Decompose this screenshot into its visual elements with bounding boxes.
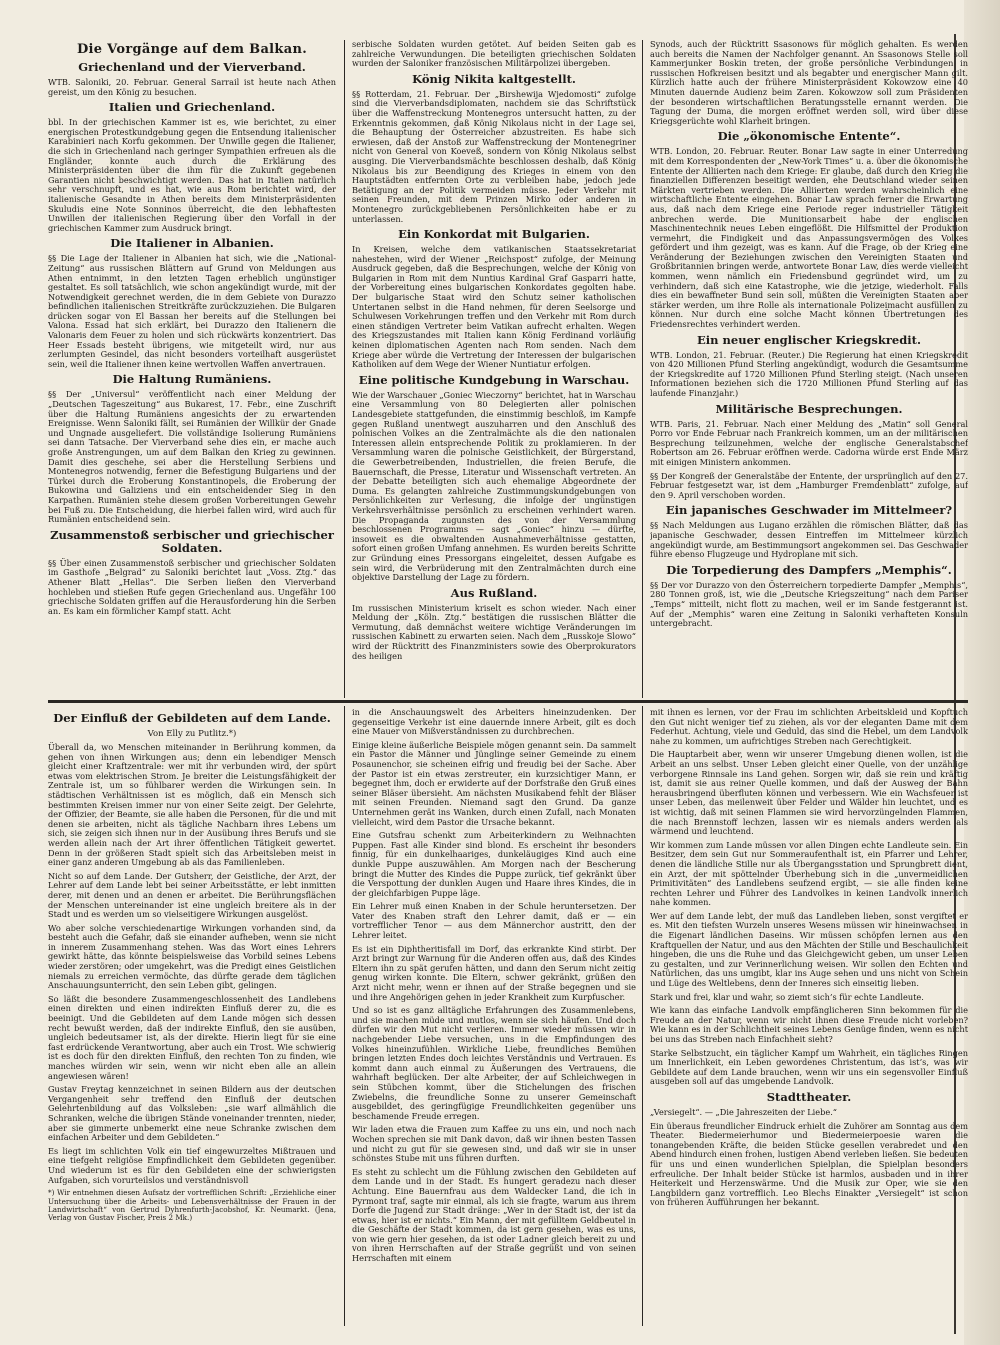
lower-column-2 <box>352 708 636 1328</box>
column-rule <box>642 706 643 1326</box>
feature-byline: Von Elly zu Putlitz.*) <box>147 729 237 739</box>
article-paragraph: In Kreisen, welche dem vatikanischen Staatssekretariat nahestehen, wird der Wiener „Reichspost“ zufolge, der Meinung Ausdruck gegeben, daß die Besprechungen, welche der König von Bulgarien in Rom mit dem Nuntius Kardinal Graf Gasparri hatte, der Vorbereitung eines bulgarischen Konkordates gegolten habe. Der bulgarische Staat wird den Schutz seiner katholischen Untertanen selbst in die Hand nehmen, für deren Seelsorge und Schulwesen Vorkehrungen treffen und den Verkehr mit Rom durch einen ständigen Vertreter beim Vatikan aufrecht erhalten. Wegen des Kriegszustandes mit Italien kann König Ferdinand vorläufig keinen diplomatischen Agenten nach Rom senden. Nach dem Kriege aber würde die Vertretung der Interessen der bulgarischen Katholiken auf dem Wege der Wiener Nuntiatur erfolgen. <box>352 244 636 370</box>
article-paragraph: Wo aber solche verschiedenartige Wirkungen vorhanden sind, da besteht auch die Gefahr, daß sie einander aufheben, wenn sie nicht in innerem Zusammenhang stehen. Was das Wort eines Lehrers gewirkt hätte, das könnte beispielsweise das Vorbild seines Lebens wieder zerstören; oder umgekehrt, was die Predigt eines Geistlichen niemals zu erreichen vermöchte, das dürfte gerade dem täglichen Anschauungsunterricht, den sein Leben gibt, gelingen. <box>48 922 336 991</box>
article-paragraph: serbische Soldaten wurden getötet. Auf beiden Seiten gab es zahlreiche Verwundungen. Die beteiligten griechischen Soldaten wurden der Saloniker französischen Militärpolizei übergeben. <box>352 40 636 69</box>
article-paragraph: §§ Der Kongreß der Generalstäbe der Entente, der ursprünglich auf den 27. Februar festgesetzt war, ist dem „Hamburger Fremdenblatt“ zufolge, auf den 9. April verschoben worden. <box>650 470 968 500</box>
article-paragraph: Wir laden etwa die Frauen zum Kaffee zu uns ein, und noch nach Wochen sprechen sie mit Dank davon, daß wir ihnen besten Tassen und nicht zu gut für sie gewesen sind, und daß wir sie in unser schönstes Stube mit uns führen durften. <box>352 1124 636 1164</box>
article-headline: König Nikita kaltgestellt. <box>412 71 576 86</box>
article-paragraph: in die Anschauungswelt des Arbeiters hineinzudenken. Der gegenseitige Verkehr ist eine dauernde innere Arbeit, gilt es doch eine Mauer von Mißverständnissen zu durchbrechen. <box>352 708 636 737</box>
article-paragraph: Starke Selbstzucht, ein täglicher Kampf um Wahrheit, ein tägliches Ringen um Innerlichkeit, ein Leben gewordenes Christentum, das ist’s, was wir Gebildete auf dem Lande brauchen, wenn wir uns ein segensvoller Einfluß ausgeben soll auf das umgebende Landvolk. <box>650 1047 968 1087</box>
article-headline: Aus Rußland. <box>450 585 538 600</box>
article-paragraph: Wir kommen zum Lande müssen vor allen Dingen echte Landleute sein. Ein Besitzer, dem sein Gut nur Sommeraufenthalt ist, ein Pfarrer und Lehrer, denen die ländliche Stille nur als Übergangsstation und Sprungbrett dient, ein Arzt, der mit spöttelnder Überhebung sich in die „unvermeidlichen Primitivitäten“ des Landlebens seufzend ergibt, — sie alle finden keine rechten Lehrer und Führer des Landvolkes in keinen Landvolk innerlich nahe kommen. <box>650 839 968 908</box>
article-headline: Griechenland und der Vierverband. <box>78 60 306 74</box>
lower-column-3 <box>650 708 968 1328</box>
article-headline: Ein neuer englischer Kriegskredit. <box>697 332 921 347</box>
column-rule <box>344 706 345 1326</box>
article-paragraph: §§ Die Lage der Italiener in Albanien hat sich, wie die „National-Zeitung“ aus russischen Blättern auf Grund von Meldungen aus Athen entnimmt, in den letzten Tagen erheblich ungünstiger gestaltet. Es soll tatsächlich, wie schon angekündigt wurde, mit der Notwendigkeit gerechnet werden, die in dem Gebiete von Durazzo befindlichen italienischen Streitkräfte zurückzuziehen. Die Bulgaren drücken sogar von El Bassan her bereits auf die Stellungen bei Valona. Essad hat sich erklärt, bei Durazzo den Italienern die Valonaris dem Feuer zu holen und sich rückwärts konzentriert. Das Heer Essads besteht übrigens, wie mitgeteilt wird, nur aus zerlumpten Gesindel, das nicht besonders vorteilhaft ausgerüstet sein, weil die Italiener ihnen keine wertvollen Waffen anvertrauen. <box>48 253 336 369</box>
article-headline: Die „ökonomische Entente“. <box>717 129 901 144</box>
section-headline: Die Vorgänge auf dem Balkan. <box>76 42 308 57</box>
article-headline: Die Italiener in Albanien. <box>110 236 274 251</box>
article-paragraph: Wie kann das einfache Landvolk empfänglicheren Sinn bekommen für die Freude an der Natur, wenn wir nicht ihnen diese Freude nicht vorleben? Wie kann es in der Schlichtheit seines Lebens Genüge finden, wenn es nicht bei uns das Streben nach Einfachheit sieht? <box>650 1005 968 1044</box>
article-paragraph: Stark und frei, klar und wahr, so ziemt sich’s für echte Landleute. <box>650 991 924 1002</box>
article-paragraph: WTB. London, 21. Februar. (Reuter.) Die Regierung hat einen Kriegskredit von 420 Millionen Pfund Sterling angekündigt, wodurch die Gesamtsumme der Kriegskredite auf 1720 Millionen Pfund Sterling steigt. (Nach unseren Informationen beziehen sich die 1720 Millionen Pfund Sterling auf das laufende Finanzjahr.) <box>650 349 968 398</box>
article-paragraph: §§ Über einen Zusammenstoß serbischer und griechischer Soldaten im Gasthofe „Belgrad“ zu Saloniki berichtet laut „Voss. Ztg.“ das Athener Blatt „Hellas“. Die Serben ließen den Vierverband hochleben und stießen Rufe gegen Griechenland aus. Ungefähr 100 griechische Soldaten griffen auf die Herausforderung hin die Serben an. Es kam ein förmlicher Kampf statt. Acht <box>48 557 336 616</box>
article-paragraph: So läßt die besondere Zusammengeschlossenheit des Landlebens einen direkten und einen indirekten Einfluß derer zu, die es beeinigt. Und die Gebildeten auf dem Lande mögen sich dessen recht bewußt werden, daß der indirekte Einfluß, den sie ausüben, ungleich bedeutsamer ist, als der direkte. Hierin liegt für sie eine fast erdrückende Verantwortung, aber auch ein Trost. Wie schwierig ist es doch für den direkten Einfluß, den rechten Ton zu finden, wie manches würden wir sein, wenn wir nicht eben alle an allein angewiesen wären! <box>48 993 336 1081</box>
article-headline: Italien und Griechenland. <box>108 100 276 115</box>
article-paragraph: Es steht zu schlecht um die Fühlung zwischen den Gebildeten auf dem Lande und in der Stadt. Es hungert geradezu nach dieser Achtung. Eine Bauernfrau aus dem Waldecker Land, die ich in Pyrmont traf, sagte mir einmal, als ich sie fragte, warum aus ihrem Dorfe die Jugend zur Stadt dränge: „Wer in der Stadt ist, der ist da etwas, hier ist er nichts.“ Ein Mann, der mit gefülltem Geldbeutel in die Geschäfte der Stadt kommen, da ist gern gesehen, was es uns, von wie gern hier gesehen, da ist oder Ladner gleich bereit zu und von ihren Herrschaften auf der Straße gegrüßt und von seinen Herrschaften mit einem <box>352 1166 636 1264</box>
article-paragraph: Ein Lehrer muß einen Knaben in der Schule heruntersetzen. Der Vater des Knaben straft den Lehrer damit, daß er — ein vortrefflicher Tenor — aus dem Männerchor austritt, den der Lehrer leitet. <box>352 901 636 941</box>
upper-column-1 <box>48 40 336 696</box>
article-paragraph: Die Hauptarbeit aber, wenn wir unserer Umgebung dienen wollen, ist die Arbeit an uns selbst. Unser Leben gleicht einer Quelle, von der unzählige verborgene Rinnsale ins Land gehen. Sorgen wir, daß sie rein und kräftig ist, damit sie aus reiner Quelle kommen, und daß der Ausweg der Bahn herausbringend überfluten können und verbessern. Wie ein Wachsfeuer ist unser Leben, das meilenweit über Felder und Wälder hin leuchtet, und es ist wichtig, daß mit seinen Flammen sie wird hervorzüngelnden Flammen, die nach Brennstoff lechzen, lassen wir es niemals anders werden als wärmend und leuchtend. <box>650 749 968 837</box>
article-paragraph: Wie der Warschauer „Goniec Wieczorny“ berichtet, hat in Warschau eine Versammlung von 80 Delegierten aller polnischen Landesgebiete stattgefunden, die einstimmig beschloß, im Kampfe gegen Rußland unentwegt auszuharren und den Anschluß des polnischen Volkes an die Zentralmächte als die den nationalen Interessen allein entsprechende Politik zu proklamieren. In der Versammlung waren die polnische Geistlichkeit, der Bürgerstand, die Gewerbetreibenden, Industriellen, die freien Berufe, die Bauernschaft, die Presse, Literatur und Wissenschaft vertreten. An der Debatte beteiligten sich auch ehemalige Abgeordnete der Duma. Es gelangten zahlreiche Zustimmungskundgebungen von Persönlichkeiten zur Verlesung, die infolge der ungünstigen Verkehrsverhältnisse persönlich zu erscheinen verhindert waren. Die Propaganda zugunsten des von der Versammlung beschlossenen Programms — sagt „Goniec“ hinzu — dürfte, insoweit es die obwaltenden Ausnahmeverhältnisse gestatten, sofort einen großen Umfang annehmen. Es wurden bereits Schritte zur Gründung eines Pressorgans eingeleitet, dessen Aufgabe es sein wird, die Verbrüderung mit den Zentralmächten durch eine objektive Darstellung der Lage zu fördern. <box>352 389 636 583</box>
upper-column-3 <box>650 40 968 696</box>
newspaper-page <box>48 40 968 1330</box>
article-headline: Eine politische Kundgebung in Warschau. <box>358 372 630 387</box>
article-paragraph: Und so ist es ganz alltägliche Erfahrungen des Zusammenlebens, und sie machen müde und mutlos, wenn sie sich häufen. Und doch dürfen wir den Mut nicht verlieren. Immer wieder müssen wir in nachgebender Liebe versuchen, uns in die Empfindungen des Volkes hineinzufühlen. Wirkliche Liebe, freundliches Bemühen bringen letzten Endes doch leichtes Verständnis und Vertrauen. Es kommt dann auch einmal zu Äußerungen des Vertrauens, die wahrhaft beglücken. Der alte Arbeiter, der auf Schleichwegen in sein Stübchen kommt, über die Stichelungen des frischen Zwiebelns, die freundliche Sonne zu unserer Gemeinschaft ausgebildet, des geringfügige Freundlichkeiten gegenüber uns beschamende Freude erregen. <box>352 1005 636 1121</box>
article-paragraph: „Versiegelt“. — „Die Jahreszeiten der Liebe.“ <box>650 1106 837 1117</box>
column-rule <box>344 40 345 698</box>
article-paragraph: §§ Rotterdam, 21. Februar. Der „Birshewija Wjedomosti“ zufolge sind die Vierverbandsdiplomaten, nachdem sie das Schriftstück über die Waffenstreckung Montenegros untersucht hatten, zu der Erkenntnis gekommen, daß König Nikolaus nicht in der Lage sei, die Behauptung der Österreicher abzustreiten. Es habe sich erwiesen, daß der Anstoß zur Waffenstreckung der Montenegriner nicht von General von Koeveß, sondern von König Nikolaus selbst ausging. Die Vierverbandsmächte beschlossen deshalb, daß König Nikolaus bis zur Beendigung des Krieges in einem von den Hauptstädten entfernten Orte zu verbleiben habe, jedoch jede Betätigung an der Politik vermeiden müsse. Jeder Verkehr mit seinen Freunden, mit dem Prinzen Mirko oder anderen in Montenegro zurückgebliebenen Persönlichkeiten habe er zu unterlassen. <box>352 88 636 224</box>
article-paragraph: Es ist ein Diphtheritisfall im Dorf, das erkrankte Kind stirbt. Der Arzt bringt zur Warnung für die Anderen offen aus, daß des Kindes Eltern ihn zu spät gerufen hätten, und dann den Serum nicht zeitig genug wirken konnte. Die Eltern, schwer gekränkt, grüßen den Arzt nicht mehr, wenn er ihnen auf der Straße begegnen und sie und ihre Angehörigen gehen in jeder Krankheit zum Kurpfuscher. <box>352 943 636 1002</box>
article-paragraph: Nicht so auf dem Lande. Der Gutsherr, der Geistliche, der Arzt, der Lehrer auf dem Lande lebt bei seiner Arbeitsstätte, er lebt inmitten derer, mit denen und an denen er arbeitet. Die Berührungsflächen der Menschen untereinander ist eine ungleich breitere als in der Stadt und es werden um so vielseitigere Wirkungen ausgelöst. <box>48 870 336 920</box>
article-paragraph: §§ Nach Meldungen aus Lugano erzählen die römischen Blätter, daß das japanische Geschwader, dessen Eintreffen im Mittelmeer kürzlich angekündigt wurde, am Bestimmungsort angekommen sei. Das Geschwader führe ebenso Flugzeuge und Hydroplane mit sich. <box>650 520 968 560</box>
article-paragraph: Ein überaus freundlicher Eindruck erhielt die Zuhörer am Sonntag aus dem Theater. Biedermeierhumor und Biedermeierpoesie waren die tonangebenden Kräfte, die beiden Stücke gesellen verabredet und den Abend hindurch einen frohen, lustigen Abend verleben ließen. Sie bedeuten für uns und einen wunderlichen Spielplan, die Spielplan besonders erfreuliche. Der Inhalt beider Stücke ist harmlos, ausbaden und in ihrer Heiterkeit und Herzenswärme. Und die Musik zur Oper, wie sie den Langbildern ganz vortrefflich. Leo Blechs Einakter „Versiegelt“ ist schon von früheren Aufführungen her bekannt. <box>650 1120 968 1208</box>
article-headline: Ein Konkordat mit Bulgarien. <box>398 227 590 242</box>
article-headline: Militärische Besprechungen. <box>715 401 903 416</box>
upper-column-2 <box>352 40 636 696</box>
article-paragraph: Wer auf dem Lande lebt, der muß das Landleben lieben, sonst vergiftet er es. Mit den tiefsten Wurzeln unseres Wesens müssen wir hineinwachsen in die Eigenart ländlichen Daseins. Wir müssen schöpfen lernen aus den Kraftquellen der Natur, und aus den Mächten der Stille und Beschaulichkeit hingeben, die uns die Ruhe und das Gleichgewicht geben, um unser Leben zu gestalten, und zur Verinnerlichung weisen. Wir sollen den Echten und Natürlichen, das uns umgibt, klar ins Auge sehen und uns nicht von Schein und Lüge des Weltlebens, denn der Inneres sich einseitig lieben. <box>650 910 968 989</box>
page-edge <box>964 0 1000 1345</box>
article-paragraph: Eine Gutsfrau schenkt zum Arbeiterkindern zu Weihnachten Puppen. Fast alle Kinder sind blond. Es erscheint ihr besonders finnig, für ein dunkelhaariges, dunkeläugiges Kind auch eine dunkle Puppe auszuwählen. Am Morgen nach der Bescherung bringt die Mutter des Kindes die Puppe zurück, tief gekränkt über die Verspottung der dunklen Augen und Haare ihres Kindes, die in der gleichfarbigen Puppe läge. <box>352 830 636 898</box>
article-paragraph: Einige kleine äußerliche Beispiele mögen genannt sein. Da sammelt ein Pastor die Männer und Jünglinge seiner Gemeinde zu einem Posaunenchor, sie scheinen eifrig und freudig bei der Sache. Aber der Pastor ist ein etwas zerstreuter, ein kurzsichtiger Mann, er begegnet ihm, doch er erwiderte auf der Dorfstraße den Gruß eines seiner Bläser übersieht. Am nächsten Musikabend fehlt der Bläser mit seinen Freunden. Niemand sagt den Grund. Da ganze Unternehmen gerät ins Wanken, durch einen Zufall, nach Monaten vielleicht, wird dem Pastor die Ursache bekannt. <box>352 739 636 827</box>
article-paragraph: Überall da, wo Menschen miteinander in Berührung kommen, da gehen von ihnen Wirkungen aus; denn ein lebendiger Mensch gleicht einer Kraftzentrale: wer mit ihr verbunden wird, der spürt etwas vom elektrischen Strom. Je breiter die Leistungsfähigkeit der Zentrale ist, um so fühlbarer werden die Wirkungen sein. In städtischen Verhältnissen ist es möglich, daß ein Mensch sich bestimmten Kreisen immer nur von einer Seite zeigt. Der Gelehrte, der Offizier, der Beamte, sie alle haben die Personen, für die und mit denen sie arbeiten, nicht als tägliche Nachbarn ihres Lebens um sich, sie zeigen sich ihnen nur in der Ausübung ihres Berufs und sie werden allein nach der Art ihrer öffentlichen Tätigkeit gewertet. Denn in der größeren Stadt spielt sich das Arbeitsleben meist in einer ganz anderen Umgebung ab als das Familienleben. <box>48 742 336 868</box>
feuilleton-separator <box>48 700 968 703</box>
article-paragraph: bbl. In der griechischen Kammer ist es, wie berichtet, zu einer energischen Protestkundgebung gegen die Entsendung italienischer Karabinieri nach Korfu gekommen. Der Unwille gegen die Italiener, die sich in Griechenland nach geringer Sympathien erfreuen als die Engländer, konnte auch durch die Erklärung des Ministerpräsidenten über die ihm für die Zukunft gegebenen Garantien nicht beschwichtigt werden. Das hat in Italien natürlich sehr verschnupft, und es hat, wie aus Rom berichtet wird, der italienische Gesandte in Athen bereits dem Ministerpräsidenten Skuludis eine Note Sonninos überreicht, die den lebhaftesten Unwillen der italienischen Regierung über den Vorfall in der griechischen Kammer zum Ausdruck bringt. <box>48 117 336 233</box>
article-headline: Zusammenstoß serbischer und griechischer Soldaten. <box>50 527 334 555</box>
article-paragraph: Es liegt im schlichten Volk ein tief eingewurzeltes Mißtrauen und eine tiefgeht religiöse Empfindlichkeit dem Gebildeten gegenüber. Und wiederum ist es für den Gebildeten eine der schwierigsten Aufgaben, sich vorurteilslos und verständnisvoll <box>48 1145 336 1185</box>
article-headline: Die Torpedierung des Dampfers „Memphis“. <box>666 562 952 577</box>
article-headline: Stadttheater. <box>766 1089 852 1104</box>
lower-column-1 <box>48 708 336 1328</box>
article-paragraph: mit ihnen es lernen, vor der Frau im schlichten Arbeitskleid und Kopftuch den Gut nicht weniger tief zu ziehen, als vor der eleganten Dame mit dem Federhut. Achtung, viele und Geduld, das sind die Hebel, um dem Landvolk nahe zu kommen, um aufrichtiges Streben nach Gerechtigkeit. <box>650 708 968 746</box>
article-paragraph: WTB. Saloniki, 20. Februar. General Sarrail ist heute nach Athen gereist, um den König zu besuchen. <box>48 77 336 97</box>
article-headline: Die Haltung Rumäniens. <box>112 372 272 387</box>
footnote: *) Wir entnehmen diesen Aufsatz der vortrefflichen Schrift: „Erziehliche einer Untersuchung über die Arbeits- und Lebensverhältnisse der Frauen in der Landwirtschaft“ von Gertrud Dyhrenfurth-Jacobshof, Kr. Neumarkt. (Jena, Verlag von Gustav Fischer, Preis 2 Mk.) <box>48 1188 336 1223</box>
article-paragraph: Im russischen Ministerium kriselt es schon wieder. Nach einer Meldung der „Köln. Ztg.“ bestätigen die russischen Blätter die Vermutung, daß demnächst weitere wichtige Veränderungen im russischen Kabinett zu erwarten seien. Nach dem „Russkoje Slowo“ wird der Rücktritt des Finanzministers sowie des Oberprokurators des heiligen <box>352 602 636 661</box>
article-paragraph: §§ Der vor Durazzo von den Österreichern torpedierte Dampfer „Memphis“, 280 Tonnen groß, ist, wie die „Deutsche Kriegszeitung“ nach dem Pariser „Temps“ mitteilt, nicht flott zu machen, weil er im Sande festgerannt ist. Auf der „Memphis“ waren eine Zeitung in Saloniki verhafteten Konsuln untergebracht. <box>650 579 968 629</box>
article-paragraph: WTB. London, 20. Februar. Reuter. Bonar Law sagte in einer Unterredung mit dem Korrespondenten der „New-York Times“ u. a. über die ökonomische Entente der Alliierten nach dem Kriege: Er glaube, daß durch den Krieg die finanziellen Differenzen beseitigt werden, ehe Deutschland wieder seinen Märkten vertrieben werden. Die Alliierten werden wahrscheinlich eine wirtschaftliche Entente eingehen. Bonar Law sprach ferner die Erwartung aus, daß nach dem Kriege eine Periode reger industrieller Tätigkeit anbrechen werde. Die Munitionsarbeit habe der englischen Maschinentechnik neues Leben eingeflößt. Die Hilfsmittel der Produktion vermehrt, die Findigkeit und das Anpassungsvermögen des Volkes gefördert und ihm gezeigt, was es kann. Auf die Frage, ob der Krieg eine Veränderung der Beziehungen zwischen den Vereinigten Staaten und Großbritannien bringen werde, antwortete Bonar Law, dies werde vielleicht kommen, wenn nämlich ein Friedensbund gegründet wird, um zu verhindern, daß sich eine Katastrophe, wie die jetzige, wiederholt. Falls dies ein bewaffneter Bund sein soll, müßten die Vereinigten Staaten aber stärker werden, um ihre Rolle als internationale Polizeimacht ausfüllen zu können. Nur durch eine solche Macht können Übertretungen des Friedensrechtes verhindert werden. <box>650 146 968 330</box>
article-paragraph: WTB. Paris, 21. Februar. Nach einer Meldung des „Matin“ soll General Porro vor Ende Februar nach Frankreich kommen, um an der militärischen Besprechung teilzunehmen, welche der englische Generalstabschef Robertson am 26. Februar eröffnen werde. Cadorna würde erst Ende März mit einigen Ministern ankommen. <box>650 418 968 467</box>
article-paragraph: Gustav Freytag kennzeichnet in seinen Bildern aus der deutschen Vergangenheit sehr treffend den Einfluß der deutschen Gelehrtenbildung auf das Volksleben: „sie warf allmählich die Schranken, welche die übrigen Stände voneinander trennten, nieder, aber sie gimmerte unbemerkt eine neue Schranke zwischen dem einfachen Arbeiter und dem Gebildeten.“ <box>48 1084 336 1143</box>
article-paragraph: Synods, auch der Rücktritt Ssasonows für möglich gehalten. Es werden auch bereits die Namen der Nachfolger genannt. An Ssasonows Stelle soll Kammerjunker Boskin treten, der große persönliche Verbindungen in russischen Hofkreisen besitzt und als begabter und energischer Mann gilt. Kürzlich hatte auch der frühere Ministerpräsident Kokowzow eine 40 Minuten dauernde Audienz beim Zaren. Kokowzow soll zum Präsidenten der besonderen wirtschaftlichen Beratungsstelle ernannt werden. Die Tagung der Duma, die morgen eröffnet werden soll, wird über diese Kriegsgerüchte wohl Klarheit bringen. <box>650 40 968 126</box>
column-rule <box>642 40 643 698</box>
article-paragraph: §§ Der „Universul“ veröffentlicht nach einer Meldung der „Deutschen Tageszeitung“ aus Bukarest, 17. Febr., eine Zuschrift über die Haltung Rumäniens angesichts der zu erwartenden Ereignisse. Wenn Saloniki fällt, sei Rumänien der Willkür der Gnade und Ungnade ausgeliefert. Die vollständige Isolierung Rumäniens sei dann Tatsache. Der Vierverband sehe dies ein, er mache auch große Anstrengungen, um auf dem Balkan den Krieg zu gewinnen. Damit dies geschehe, sei aber die Herstellung Serbiens und Montenegros notwendig, ferner die Befestigung Bulgariens und der Türkei durch die Eroberung Konstantinopels, die Eroberung der Bukowina und Galiziens und ein entscheidender Sieg in den Karpathen. Rumänien stehe diesem großen Vorbereitungen Gewehr bei Fuß zu. Die Entscheidung, die hierbei fallen wird, wird auch für Rumänien entscheidend sein. <box>48 389 336 525</box>
article-headline: Ein japanisches Geschwader im Mittelmeer? <box>665 503 953 518</box>
feature-title: Der Einfluß der Gebildeten auf dem Lande. <box>53 711 331 725</box>
